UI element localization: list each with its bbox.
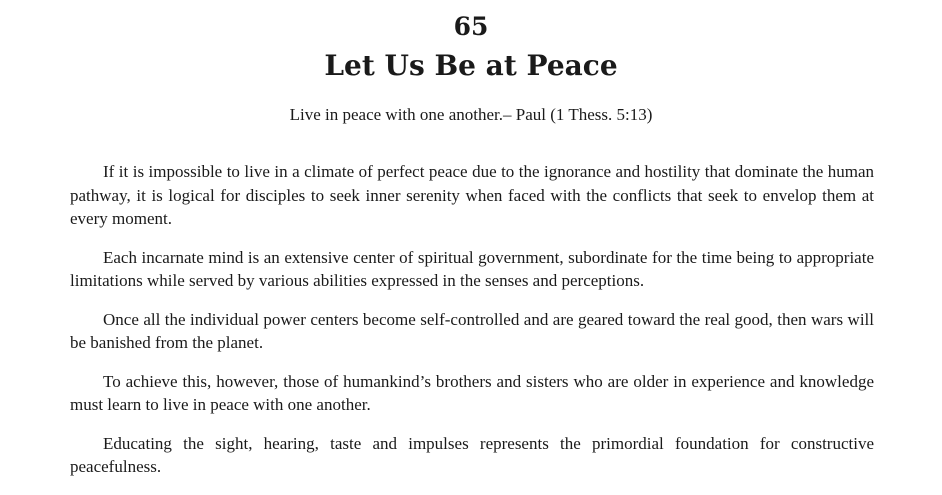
paragraph: Each incarnate mind is an extensive center of spiritual government, subordinate for the time being to appropriate limitations while served by various abilities expressed in the senses and perceptions. <box>70 247 874 290</box>
paragraph: To achieve this, however, those of humankind’s brothers and sisters who are older in experience and knowledge must learn to live in peace with one another. <box>70 371 874 414</box>
chapter-number: 65 <box>453 12 489 41</box>
paragraph: Educating the sight, hearing, taste and impulses represents the primordial foundation for constructive peacefulness. <box>70 433 874 476</box>
paragraph: Once all the individual power centers become self-controlled and are geared toward the real good, then wars will be banished from the planet. <box>70 309 874 352</box>
chapter-title: Let Us Be at Peace <box>324 49 618 82</box>
chapter-body <box>70 160 874 494</box>
paragraph: If it is impossible to live in a climate of perfect peace due to the ignorance and hostility that dominate the human pathway, it is logical for disciples to seek inner serenity when faced with the conflicts that seek to envelop them at every moment. <box>70 162 874 228</box>
epigraph: Live in peace with one another.– Paul (1 Thess. 5:13) <box>289 105 653 124</box>
